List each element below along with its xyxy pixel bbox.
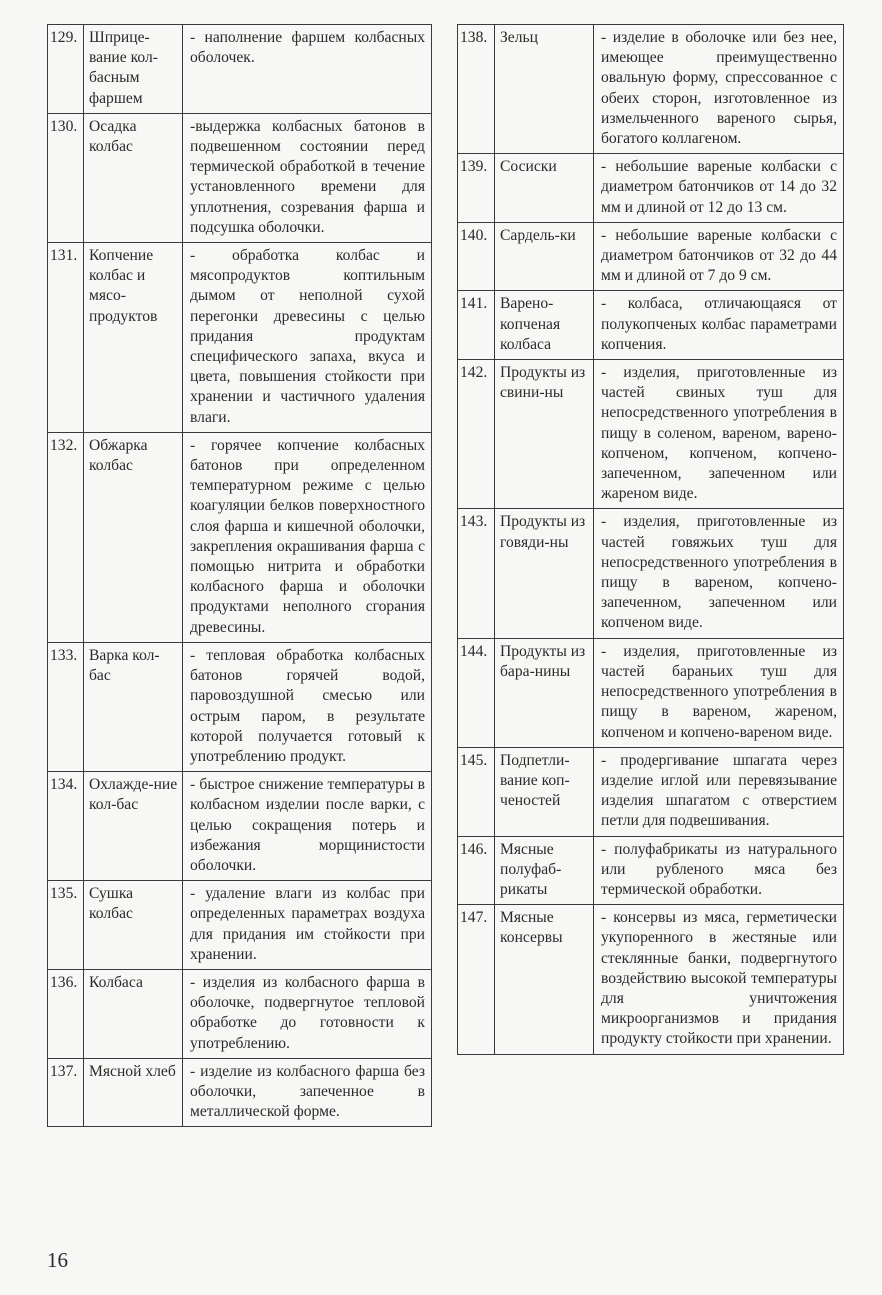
- table-row: [48, 432, 432, 642]
- table-row: [458, 509, 844, 638]
- glossary-table-right-body: [458, 25, 844, 1055]
- entry-number: 140.: [458, 222, 495, 291]
- entry-number: 144.: [458, 638, 495, 747]
- table-row: [48, 642, 432, 771]
- entry-definition: - колбаса, отличающаяся от полукопченых колбас параметрами копчения.: [594, 291, 844, 360]
- entry-term: Осадка колбас: [84, 113, 183, 242]
- entry-definition: - изделие из колбасного фарша без оболочки, запеченное в металлической форме.: [183, 1058, 432, 1127]
- table-row: [458, 291, 844, 360]
- page-number: 16: [47, 1248, 68, 1272]
- entry-number: 146.: [458, 836, 495, 905]
- table-row: [458, 360, 844, 509]
- entry-number: 132.: [48, 432, 84, 642]
- table-row: [48, 881, 432, 970]
- entry-definition: - консервы из мяса, герметически укупоренного в жестяные или стеклянные банки, подвергнутого воздействию высокой температуры для уничтожения микроорганизмов и придания продукту стойкости при хранении.: [594, 905, 844, 1054]
- entry-number: 130.: [48, 113, 84, 242]
- entry-definition: - изделие в оболочке или без нее, имеющее преимущественно овальную форму, спрессованное с обеих сторон, изготовленное из измельченного вареного сырья, богатого коллагеном.: [594, 25, 844, 154]
- entry-definition: - горячее копчение колбасных батонов при определенном температурном режиме с целью коагуляции белков поверхностного слоя фарша и кишечной оболочки, закрепления окрашивания фарша с помощью нитрита и обработки колбасного фарша и оболочки продуктами неполного сгорания древесины.: [183, 432, 432, 642]
- entry-term: Охлажде-ние кол-бас: [84, 772, 183, 881]
- entry-definition: - наполнение фаршем колбасных оболочек.: [183, 25, 432, 114]
- entry-number: 147.: [458, 905, 495, 1054]
- entry-definition: - изделия, приготовленные из частей бараньих туш для непосредственного употребления в пищу в вареном, жареном, копченом и копчено-вареном виде.: [594, 638, 844, 747]
- entry-term: Шприце-вание кол-басным фаршем: [84, 25, 183, 114]
- entry-term: Сосиски: [495, 154, 594, 223]
- table-row: [458, 154, 844, 223]
- table-row: [48, 1058, 432, 1127]
- glossary-table-left: [47, 24, 432, 1127]
- entry-number: 145.: [458, 747, 495, 836]
- table-row: [458, 25, 844, 154]
- entry-term: Продукты из свини-ны: [495, 360, 594, 509]
- table-row: [458, 747, 844, 836]
- table-row: [48, 969, 432, 1058]
- table-row: [458, 836, 844, 905]
- entry-number: 129.: [48, 25, 84, 114]
- entry-term: Подпетли-вание коп-ченостей: [495, 747, 594, 836]
- entry-term: Продукты из говяди-ны: [495, 509, 594, 638]
- entry-definition: - небольшие вареные колбаски с диаметром батончиков от 14 до 32 мм и длиной от 12 до 13 см.: [594, 154, 844, 223]
- entry-definition: - небольшие вареные колбаски с диаметром батончиков от 32 до 44 мм и длиной от 7 до 9 см.: [594, 222, 844, 291]
- entry-number: 135.: [48, 881, 84, 970]
- entry-term: Копчение колбас и мясо-продуктов: [84, 243, 183, 433]
- entry-number: 131.: [48, 243, 84, 433]
- entry-definition: - изделия, приготовленные из частей свиных туш для непосредственного употребления в пищу в соленом, вареном, варено-копченом, копченом, копчено-запеченном, запеченном или жареном виде.: [594, 360, 844, 509]
- table-row: [48, 113, 432, 242]
- entry-number: 141.: [458, 291, 495, 360]
- entry-definition: - продергивание шпагата через изделие иглой или перевязывание изделия шпагатом с отверстием петли для подвешивания.: [594, 747, 844, 836]
- entry-term: Мясные консервы: [495, 905, 594, 1054]
- entry-definition: - полуфабрикаты из натурального или рубленого мяса без термической обработки.: [594, 836, 844, 905]
- table-row: [458, 905, 844, 1054]
- entry-definition: - изделия, приготовленные из частей говяжьих туш для непосредственного употребления в пищу в вареном, копчено-запеченном, запеченном или копченом виде.: [594, 509, 844, 638]
- entry-number: 137.: [48, 1058, 84, 1127]
- entry-term: Варка кол-бас: [84, 642, 183, 771]
- entry-number: 136.: [48, 969, 84, 1058]
- entry-term: Продукты из бара-нины: [495, 638, 594, 747]
- entry-definition: - обработка колбас и мясопродуктов коптильным дымом от неполной сухой перегонки древесины с целью придания продуктам специфического запаха, вкуса и цвета, повышения стойкости при хранении и частичного удаления влаги.: [183, 243, 432, 433]
- table-row: [458, 222, 844, 291]
- entry-number: 142.: [458, 360, 495, 509]
- glossary-table-right: [457, 24, 844, 1055]
- entry-term: Мясные полуфаб-рикаты: [495, 836, 594, 905]
- entry-term: Сушка колбас: [84, 881, 183, 970]
- entry-term: Мясной хлеб: [84, 1058, 183, 1127]
- entry-term: Обжарка колбас: [84, 432, 183, 642]
- table-row: [48, 772, 432, 881]
- table-row: [48, 25, 432, 114]
- entry-number: 139.: [458, 154, 495, 223]
- entry-definition: - тепловая обработка колбасных батонов горячей водой, паровоздушной смесью или острым паром, в результате которой получается готовый к употреблению продукт.: [183, 642, 432, 771]
- table-row: [48, 243, 432, 433]
- entry-number: 138.: [458, 25, 495, 154]
- entry-definition: -выдержка колбасных батонов в подвешенном состоянии перед термической обработкой в течение установленного времени для уплотнения, созревания фарша и подсушка оболочки.: [183, 113, 432, 242]
- entry-term: Зельц: [495, 25, 594, 154]
- table-row: [458, 638, 844, 747]
- entry-term: Варено-копченая колбаса: [495, 291, 594, 360]
- entry-number: 134.: [48, 772, 84, 881]
- entry-number: 143.: [458, 509, 495, 638]
- entry-definition: - изделия из колбасного фарша в оболочке, подвергнутое тепловой обработке до готовности к употреблению.: [183, 969, 432, 1058]
- entry-definition: - удаление влаги из колбас при определенных параметрах воздуха для придания им стойкости при хранении.: [183, 881, 432, 970]
- entry-term: Колбаса: [84, 969, 183, 1058]
- entry-number: 133.: [48, 642, 84, 771]
- glossary-table-left-body: [48, 25, 432, 1127]
- entry-term: Сардель-ки: [495, 222, 594, 291]
- entry-definition: - быстрое снижение температуры в колбасном изделии после варки, с целью сокращения потерь и избежания морщинистости оболочки.: [183, 772, 432, 881]
